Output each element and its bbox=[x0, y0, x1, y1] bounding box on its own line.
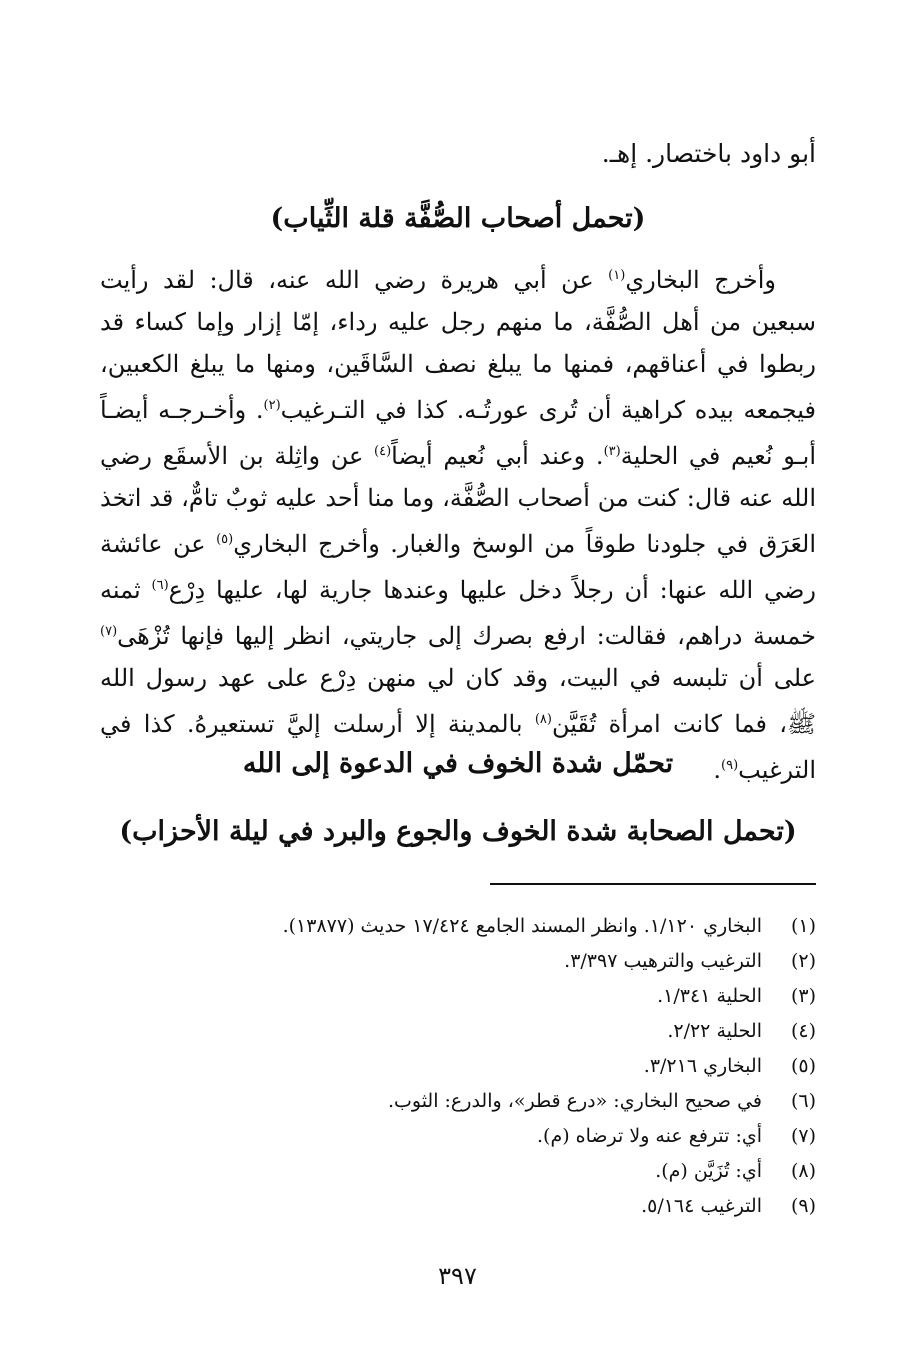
footnote-marker: (٤) bbox=[374, 444, 392, 459]
footnote-text: الترغيب والترهيب ٣/٣٩٧. bbox=[564, 949, 762, 972]
footnote-text: أي: تترفع عنه ولا ترضاه (م). bbox=[537, 1124, 762, 1147]
body-text-segment: عن واثِلة بن الأسقَع رضي الله عنه قال: كنت من أصحاب الصُّفَّة، وما منا أحد عليه ثوبٌ تامٌّ، قد اتخذ العَرَق في جلودنا طوقاً من الوسخ والغبار. وأخرج البخاري bbox=[100, 442, 817, 558]
footnote-item bbox=[100, 1048, 816, 1083]
footnote-text: أي: تُزَيَّن (م). bbox=[655, 1159, 762, 1182]
body-text-segment: . وأخـرجـه أيضـاً أبـو نُعيم في الحلية bbox=[100, 396, 816, 470]
footnote-text: البخاري ٣/٢١٦. bbox=[643, 1054, 762, 1077]
body-text-segment: على أن تلبسه في البيت، وقد كان لي منهن دِرْع على عهد رسول الله ﷺ، فما كانت امرأة تُقَيَّن bbox=[100, 664, 816, 738]
body-text-segment: عن أبي هريرة رضي الله عنه، قال: لقد رأيت سبعين من أهل الصُّفَّة، ما منهم رجل عليه رداء، إمّا إزار وإما كساء قد ربطوا في أعناقهم، فمنها ما يبلغ نصف السَّاقَين، ومنها ما يبلغ الكعبين، فيجمعه بيده كراهية أن تُرى عورتُـه. كذا في التـرغيب bbox=[100, 266, 816, 424]
footnote-marker: (٨) bbox=[534, 712, 552, 727]
body-text-segment: عن عائشة رضي الله عنها: أن رجلاً دخل عليها وعندها جارية لها، عليها دِرْع bbox=[100, 530, 817, 604]
footnote-text: في صحيح البخاري: «درع قطر»، والدرع: الثوب. bbox=[387, 1089, 762, 1112]
footnote-item bbox=[100, 1118, 816, 1153]
footnote-marker: (٦) bbox=[151, 578, 169, 593]
section-heading-suffa-clothes: (تحمل أصحاب الصُّفَّة قلة الثِّياب) bbox=[270, 203, 646, 234]
footnote-marker: (٩) bbox=[721, 758, 739, 773]
footnote-text: البخاري ١/١٢٠. وانظر المسند الجامع ١٧/٤٢٤ حديث (١٣٨٧٧). bbox=[282, 914, 762, 937]
footnote-number: (٧) bbox=[790, 1124, 816, 1147]
footnote-number: (٥) bbox=[790, 1054, 816, 1077]
footnote-text: الترغيب ٥/١٦٤. bbox=[641, 1194, 762, 1217]
footnote-marker: (٢) bbox=[263, 398, 281, 413]
footnote-number: (١) bbox=[790, 914, 816, 937]
footnote-marker: (٧) bbox=[100, 624, 118, 639]
body-text-segment: ثمنه خمسة دراهم، فقالت: ارفع بصرك إلى جاريتي، انظر إليها فإنها تُزْهَى bbox=[100, 576, 816, 650]
footnote-number: (٦) bbox=[790, 1089, 816, 1112]
body-text-segment: بالمدينة إلا أرسلت إليَّ تستعيرهُ. كذا في الترغيب bbox=[100, 710, 816, 784]
footnote-number: (٣) bbox=[790, 984, 816, 1007]
footnote-item bbox=[100, 1153, 816, 1188]
footnotes bbox=[100, 908, 816, 1223]
section-heading-ahzab: (تحمل الصحابة شدة الخوف والجوع والبرد في ليلة الأحزاب) bbox=[119, 816, 797, 847]
footnote-item bbox=[100, 978, 816, 1013]
chapter-heading-fear: تحمّل شدة الخوف في الدعوة إلى الله bbox=[242, 748, 674, 779]
footnote-number: (٩) bbox=[790, 1194, 816, 1217]
footnote-divider bbox=[490, 883, 816, 885]
intro-line: أبو داود باختصار. إهـ. bbox=[601, 139, 816, 168]
body-text-segment: . وعند أبي نُعيم أيضاً bbox=[391, 442, 604, 470]
footnote-number: (٨) bbox=[790, 1159, 816, 1182]
footnote-marker: (١) bbox=[608, 268, 626, 283]
body-text-segment: . bbox=[713, 756, 722, 784]
footnote-number: (٤) bbox=[790, 1019, 816, 1042]
footnote-text: الحلية ١/٣٤١. bbox=[657, 984, 762, 1007]
footnote-number: (٢) bbox=[790, 949, 816, 972]
page-number: ٣٩٧ bbox=[438, 1262, 477, 1290]
footnote-marker: (٣) bbox=[603, 444, 621, 459]
footnote-item bbox=[100, 908, 816, 943]
footnote-item bbox=[100, 1013, 816, 1048]
body-paragraph bbox=[100, 255, 816, 791]
body-text-segment: وأخرج البخاري bbox=[625, 266, 776, 294]
footnote-marker: (٥) bbox=[216, 532, 234, 547]
footnote-item bbox=[100, 1083, 816, 1118]
footnote-text: الحلية ٢/٢٢. bbox=[667, 1019, 762, 1042]
footnote-item bbox=[100, 1188, 816, 1223]
footnote-item bbox=[100, 943, 816, 978]
